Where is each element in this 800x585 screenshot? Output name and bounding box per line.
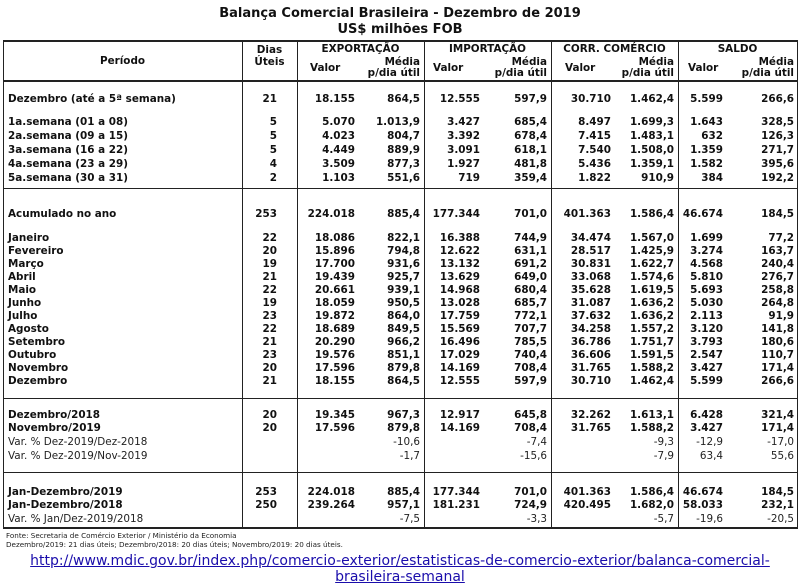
cell-sal-v: 2.113 bbox=[690, 310, 723, 322]
cell-exp-v: 19.576 bbox=[314, 349, 355, 361]
subheader-media: Média bbox=[384, 56, 420, 68]
cell-cor-m: 1.619,5 bbox=[629, 284, 674, 296]
cell-sal-m: 266,6 bbox=[761, 375, 794, 387]
cell-sal-m: 180,6 bbox=[761, 336, 794, 348]
row-label: Jan-Dezembro/2018 bbox=[8, 499, 123, 511]
row-label: Agosto bbox=[8, 323, 49, 335]
cell-imp-m: 481,8 bbox=[514, 158, 547, 170]
cell-cor-v: 33.068 bbox=[570, 271, 611, 283]
cell-sal-m: 395,6 bbox=[761, 158, 794, 170]
row-label: Abril bbox=[8, 271, 36, 283]
cell-exp-m: 1.013,9 bbox=[375, 116, 420, 128]
cell-imp-v: 181.231 bbox=[432, 499, 480, 511]
cell-days: 250 bbox=[255, 499, 277, 511]
cell-imp-v: 12.622 bbox=[439, 245, 480, 257]
cell-sal-v: 1.582 bbox=[690, 158, 723, 170]
cell-exp-m: 794,8 bbox=[387, 245, 420, 257]
cell-exp-v: 3.509 bbox=[322, 158, 355, 170]
cell-days: 21 bbox=[262, 271, 277, 283]
cell-sal-m: 258,8 bbox=[761, 284, 794, 296]
cell-imp-m: 678,4 bbox=[514, 130, 547, 142]
cell-exp-m: 864,5 bbox=[387, 93, 420, 105]
subheader-media: p/dia útil bbox=[494, 67, 547, 79]
subheader-media: p/dia útil bbox=[741, 67, 794, 79]
cell-days: 19 bbox=[262, 297, 277, 309]
cell-exp-m: 939,1 bbox=[387, 284, 420, 296]
cell-exp-v: 18.155 bbox=[314, 375, 355, 387]
cell-exp-m: 822,1 bbox=[387, 232, 420, 244]
cell-exp-m: 966,2 bbox=[387, 336, 420, 348]
subheader-valor: Valor bbox=[433, 62, 464, 74]
cell-cor-v: 35.628 bbox=[570, 284, 611, 296]
cell-imp-v: 14.968 bbox=[439, 284, 480, 296]
cell-cor-v: 7.415 bbox=[578, 130, 611, 142]
header-corr-comercio: CORR. COMÉRCIO bbox=[563, 43, 666, 55]
subheader-media: p/dia útil bbox=[367, 67, 420, 79]
cell-imp-v: 13.028 bbox=[439, 297, 480, 309]
cell-cor-m: 1.699,3 bbox=[629, 116, 674, 128]
cell-exp-m: 877,3 bbox=[387, 158, 420, 170]
col-divider bbox=[3, 40, 4, 529]
cell-exp-v: 1.103 bbox=[322, 172, 355, 184]
header-uteis: Úteis bbox=[254, 56, 285, 68]
row-label: 1a.semana (01 a 08) bbox=[8, 116, 128, 128]
cell-sal-v: 46.674 bbox=[682, 208, 723, 220]
footnote-days: Dezembro/2019: 21 dias úteis; Dezembro/2018: 20 dias úteis; Novembro/2019: 20 dias úteis. bbox=[6, 540, 343, 549]
cell-exp-v: 15.896 bbox=[314, 245, 355, 257]
cell-imp-v: 13.132 bbox=[439, 258, 480, 270]
cell-sal-v: -19,6 bbox=[696, 513, 723, 525]
cell-imp-m: 685,7 bbox=[514, 297, 547, 309]
cell-exp-v: 18.689 bbox=[314, 323, 355, 335]
cell-exp-m: 849,5 bbox=[387, 323, 420, 335]
cell-sal-v: 4.568 bbox=[690, 258, 723, 270]
cell-cor-m: 1.751,7 bbox=[629, 336, 674, 348]
cell-days: 22 bbox=[262, 284, 277, 296]
cell-days: 19 bbox=[262, 258, 277, 270]
cell-sal-m: 163,7 bbox=[761, 245, 794, 257]
cell-sal-v: 3.274 bbox=[690, 245, 723, 257]
cell-sal-v: 5.030 bbox=[690, 297, 723, 309]
row-label: Janeiro bbox=[8, 232, 50, 244]
cell-exp-m: 864,0 bbox=[387, 310, 420, 322]
cell-exp-v: 20.661 bbox=[314, 284, 355, 296]
cell-sal-m: 192,2 bbox=[761, 172, 794, 184]
cell-imp-m: 772,1 bbox=[514, 310, 547, 322]
cell-imp-m: 691,2 bbox=[514, 258, 547, 270]
cell-cor-v: 31.765 bbox=[570, 362, 611, 374]
cell-cor-v: 34.258 bbox=[570, 323, 611, 335]
cell-imp-v: 3.427 bbox=[447, 116, 480, 128]
cell-imp-m: 680,4 bbox=[514, 284, 547, 296]
row-label: Fevereiro bbox=[8, 245, 64, 257]
header-saldo: SALDO bbox=[717, 43, 758, 55]
cell-imp-v: 16.388 bbox=[439, 232, 480, 244]
cell-imp-v: 12.555 bbox=[439, 375, 480, 387]
cell-imp-m: 597,9 bbox=[514, 375, 547, 387]
row-label: Var. % Jan/Dez-2019/2018 bbox=[8, 513, 144, 525]
row-label: Setembro bbox=[8, 336, 66, 348]
cell-imp-m: 701,0 bbox=[514, 208, 547, 220]
cell-imp-v: 3.091 bbox=[447, 144, 480, 156]
row-label: Dezembro bbox=[8, 375, 68, 387]
cell-cor-m: 1.574,6 bbox=[629, 271, 674, 283]
row-label: Novembro bbox=[8, 362, 69, 374]
cell-exp-m: -1,7 bbox=[399, 450, 420, 462]
cell-days: 4 bbox=[269, 158, 277, 170]
cell-exp-v: 17.596 bbox=[314, 362, 355, 374]
cell-imp-v: 1.927 bbox=[447, 158, 480, 170]
cell-sal-m: 184,5 bbox=[761, 486, 794, 498]
cell-cor-m: 1.359,1 bbox=[629, 158, 674, 170]
cell-imp-m: 631,1 bbox=[514, 245, 547, 257]
cell-cor-m: 1.462,4 bbox=[629, 93, 674, 105]
cell-days: 20 bbox=[262, 362, 277, 374]
cell-sal-m: 141,8 bbox=[761, 323, 794, 335]
cell-cor-v: 8.497 bbox=[578, 116, 611, 128]
cell-sal-v: 2.547 bbox=[690, 349, 723, 361]
cell-days: 253 bbox=[255, 208, 277, 220]
cell-cor-v: 30.831 bbox=[570, 258, 611, 270]
cell-cor-m: 1.483,1 bbox=[629, 130, 674, 142]
cell-imp-m: -7,4 bbox=[526, 436, 547, 448]
row-label: Dezembro (até a 5ª semana) bbox=[8, 93, 176, 105]
cell-imp-m: 597,9 bbox=[514, 93, 547, 105]
cell-sal-v: 63,4 bbox=[699, 450, 723, 462]
cell-exp-v: 17.700 bbox=[314, 258, 355, 270]
cell-imp-v: 12.917 bbox=[439, 409, 480, 421]
cell-exp-v: 18.059 bbox=[314, 297, 355, 309]
cell-sal-v: 1.359 bbox=[690, 144, 723, 156]
subheader-valor: Valor bbox=[688, 62, 719, 74]
col-divider bbox=[797, 40, 798, 529]
cell-cor-m: 1.591,5 bbox=[629, 349, 674, 361]
cell-cor-m: 1.636,2 bbox=[629, 297, 674, 309]
cell-imp-m: -3,3 bbox=[526, 513, 547, 525]
cell-cor-v: 32.262 bbox=[570, 409, 611, 421]
cell-cor-m: 1.588,2 bbox=[629, 422, 674, 434]
cell-sal-v: 3.427 bbox=[690, 422, 723, 434]
cell-cor-v: 37.632 bbox=[570, 310, 611, 322]
row-label: Jan-Dezembro/2019 bbox=[8, 486, 123, 498]
page-subtitle: US$ milhões FOB bbox=[337, 22, 463, 37]
row-label: Var. % Dez-2019/Dez-2018 bbox=[8, 436, 148, 448]
cell-exp-m: 957,1 bbox=[387, 499, 420, 511]
cell-cor-v: 30.710 bbox=[570, 375, 611, 387]
cell-exp-v: 224.018 bbox=[307, 486, 355, 498]
cell-imp-v: 177.344 bbox=[432, 208, 480, 220]
cell-imp-m: 744,9 bbox=[514, 232, 547, 244]
cell-sal-m: 232,1 bbox=[761, 499, 794, 511]
row-label: Junho bbox=[8, 297, 42, 309]
cell-sal-m: 77,2 bbox=[768, 232, 794, 244]
cell-exp-v: 4.023 bbox=[322, 130, 355, 142]
cell-sal-m: 171,4 bbox=[761, 362, 794, 374]
cell-sal-v: 5.693 bbox=[690, 284, 723, 296]
cell-days: 21 bbox=[262, 336, 277, 348]
footnote-source: Fonte: Secretaria de Comércio Exterior / Ministério da Economia bbox=[6, 531, 237, 540]
cell-sal-m: 240,4 bbox=[761, 258, 794, 270]
cell-cor-v: 30.710 bbox=[570, 93, 611, 105]
subheader-media: Média bbox=[638, 56, 674, 68]
cell-imp-v: 12.555 bbox=[439, 93, 480, 105]
cell-sal-v: 3.427 bbox=[690, 362, 723, 374]
cell-exp-v: 4.449 bbox=[322, 144, 355, 156]
cell-imp-v: 3.392 bbox=[447, 130, 480, 142]
cell-days: 20 bbox=[262, 245, 277, 257]
row-label: Março bbox=[8, 258, 44, 270]
cell-cor-m: -7,9 bbox=[653, 450, 674, 462]
cell-cor-m: -5,7 bbox=[653, 513, 674, 525]
cell-sal-v: 3.120 bbox=[690, 323, 723, 335]
row-label: 5a.semana (30 a 31) bbox=[8, 172, 128, 184]
cell-sal-v: -12,9 bbox=[696, 436, 723, 448]
subheader-media: Média bbox=[758, 56, 794, 68]
row-label: Var. % Dez-2019/Nov-2019 bbox=[8, 450, 148, 462]
cell-cor-v: 36.786 bbox=[570, 336, 611, 348]
cell-imp-v: 17.029 bbox=[439, 349, 480, 361]
cell-imp-m: 649,0 bbox=[514, 271, 547, 283]
cell-cor-m: 1.586,4 bbox=[629, 486, 674, 498]
cell-cor-m: 1.636,2 bbox=[629, 310, 674, 322]
cell-exp-m: 925,7 bbox=[387, 271, 420, 283]
cell-cor-v: 401.363 bbox=[563, 486, 611, 498]
row-label: Acumulado no ano bbox=[8, 208, 117, 220]
row-label: Outubro bbox=[8, 349, 57, 361]
cell-sal-m: 271,7 bbox=[761, 144, 794, 156]
cell-sal-m: -20,5 bbox=[767, 513, 794, 525]
cell-imp-v: 15.569 bbox=[439, 323, 480, 335]
cell-cor-v: 5.436 bbox=[578, 158, 611, 170]
cell-sal-v: 46.674 bbox=[682, 486, 723, 498]
cell-sal-v: 58.033 bbox=[682, 499, 723, 511]
cell-cor-m: 1.682,0 bbox=[629, 499, 674, 511]
row-label: Novembro/2019 bbox=[8, 422, 101, 434]
cell-days: 21 bbox=[262, 93, 277, 105]
cell-sal-v: 3.793 bbox=[690, 336, 723, 348]
cell-sal-m: 321,4 bbox=[761, 409, 794, 421]
cell-imp-m: 618,1 bbox=[514, 144, 547, 156]
cell-sal-m: 171,4 bbox=[761, 422, 794, 434]
cell-sal-v: 1.699 bbox=[690, 232, 723, 244]
cell-days: 22 bbox=[262, 323, 277, 335]
cell-cor-m: 1.425,9 bbox=[629, 245, 674, 257]
row-label: Maio bbox=[8, 284, 37, 296]
cell-imp-v: 13.629 bbox=[439, 271, 480, 283]
cell-cor-v: 31.087 bbox=[570, 297, 611, 309]
cell-imp-m: 708,4 bbox=[514, 362, 547, 374]
subheader-valor: Valor bbox=[565, 62, 596, 74]
subheader-media: p/dia útil bbox=[621, 67, 674, 79]
cell-sal-v: 1.643 bbox=[690, 116, 723, 128]
cell-exp-m: 879,8 bbox=[387, 362, 420, 374]
cell-cor-m: 1.557,2 bbox=[629, 323, 674, 335]
cell-sal-m: 55,6 bbox=[770, 450, 794, 462]
row-label: 3a.semana (16 a 22) bbox=[8, 144, 128, 156]
cell-exp-v: 239.264 bbox=[307, 499, 355, 511]
cell-days: 22 bbox=[262, 232, 277, 244]
cell-imp-m: 645,8 bbox=[514, 409, 547, 421]
header-dias: Dias bbox=[256, 44, 283, 56]
page-title: Balança Comercial Brasileira - Dezembro de 2019 bbox=[219, 6, 581, 21]
cell-days: 23 bbox=[262, 349, 277, 361]
header-importacao: IMPORTAÇÃO bbox=[448, 43, 526, 55]
cell-sal-v: 384 bbox=[701, 172, 723, 184]
cell-cor-v: 36.606 bbox=[570, 349, 611, 361]
cell-imp-m: 707,7 bbox=[514, 323, 547, 335]
cell-cor-m: 1.586,4 bbox=[629, 208, 674, 220]
header-periodo: Período bbox=[99, 55, 146, 67]
cell-exp-v: 18.155 bbox=[314, 93, 355, 105]
cell-sal-m: -17,0 bbox=[767, 436, 794, 448]
cell-imp-m: -15,6 bbox=[520, 450, 547, 462]
cell-days: 20 bbox=[262, 409, 277, 421]
cell-cor-m: 1.613,1 bbox=[629, 409, 674, 421]
cell-imp-m: 359,4 bbox=[514, 172, 547, 184]
cell-imp-v: 719 bbox=[458, 172, 480, 184]
cell-exp-m: 931,6 bbox=[387, 258, 420, 270]
cell-imp-m: 740,4 bbox=[514, 349, 547, 361]
cell-cor-m: 1.508,0 bbox=[629, 144, 674, 156]
cell-imp-v: 16.496 bbox=[439, 336, 480, 348]
cell-exp-m: 967,3 bbox=[387, 409, 420, 421]
cell-imp-v: 17.759 bbox=[439, 310, 480, 322]
cell-days: 2 bbox=[269, 172, 277, 184]
cell-sal-m: 110,7 bbox=[761, 349, 794, 361]
cell-imp-m: 724,9 bbox=[514, 499, 547, 511]
cell-days: 5 bbox=[269, 130, 277, 142]
cell-cor-m: 1.462,4 bbox=[629, 375, 674, 387]
cell-imp-m: 785,5 bbox=[514, 336, 547, 348]
cell-exp-v: 19.345 bbox=[314, 409, 355, 421]
cell-days: 23 bbox=[262, 310, 277, 322]
cell-sal-v: 5.810 bbox=[690, 271, 723, 283]
cell-cor-v: 7.540 bbox=[578, 144, 611, 156]
cell-cor-v: 420.495 bbox=[563, 499, 611, 511]
cell-exp-m: 804,7 bbox=[387, 130, 420, 142]
cell-exp-m: 885,4 bbox=[387, 208, 420, 220]
cell-exp-m: 879,8 bbox=[387, 422, 420, 434]
cell-exp-m: 851,1 bbox=[387, 349, 420, 361]
cell-exp-v: 5.070 bbox=[322, 116, 355, 128]
cell-exp-m: 885,4 bbox=[387, 486, 420, 498]
subheader-valor: Valor bbox=[310, 62, 341, 74]
row-label: Julho bbox=[8, 310, 38, 322]
row-label: Dezembro/2018 bbox=[8, 409, 101, 421]
cell-cor-v: 28.517 bbox=[570, 245, 611, 257]
cell-imp-v: 14.169 bbox=[439, 362, 480, 374]
cell-sal-m: 276,7 bbox=[761, 271, 794, 283]
cell-exp-m: -7,5 bbox=[399, 513, 420, 525]
cell-sal-m: 264,8 bbox=[761, 297, 794, 309]
row-label: 4a.semana (23 a 29) bbox=[8, 158, 128, 170]
cell-sal-m: 126,3 bbox=[761, 130, 794, 142]
cell-exp-m: 864,5 bbox=[387, 375, 420, 387]
cell-cor-m: -9,3 bbox=[653, 436, 674, 448]
cell-days: 5 bbox=[269, 116, 277, 128]
source-link[interactable]: http://www.mdic.gov.br/index.php/comercio-exterior/estatisticas-de-comercio-exterior/balanca-comercial-brasileira-semanal bbox=[30, 553, 770, 585]
row-label: 2a.semana (09 a 15) bbox=[8, 130, 128, 142]
cell-cor-v: 34.474 bbox=[570, 232, 611, 244]
cell-imp-m: 708,4 bbox=[514, 422, 547, 434]
cell-exp-v: 19.439 bbox=[314, 271, 355, 283]
cell-cor-m: 910,9 bbox=[641, 172, 674, 184]
cell-days: 20 bbox=[262, 422, 277, 434]
cell-exp-v: 18.086 bbox=[314, 232, 355, 244]
cell-cor-m: 1.622,7 bbox=[629, 258, 674, 270]
cell-exp-v: 17.596 bbox=[314, 422, 355, 434]
cell-exp-v: 224.018 bbox=[307, 208, 355, 220]
cell-cor-v: 401.363 bbox=[563, 208, 611, 220]
cell-sal-m: 328,5 bbox=[761, 116, 794, 128]
header-exportacao: EXPORTAÇÃO bbox=[321, 43, 400, 55]
cell-exp-m: 889,9 bbox=[387, 144, 420, 156]
cell-exp-v: 20.290 bbox=[314, 336, 355, 348]
cell-sal-v: 6.428 bbox=[690, 409, 723, 421]
cell-sal-v: 5.599 bbox=[690, 93, 723, 105]
cell-exp-v: 19.872 bbox=[314, 310, 355, 322]
cell-exp-m: -10,6 bbox=[393, 436, 420, 448]
cell-sal-m: 266,6 bbox=[761, 93, 794, 105]
cell-exp-m: 551,6 bbox=[387, 172, 420, 184]
cell-days: 253 bbox=[255, 486, 277, 498]
cell-cor-m: 1.588,2 bbox=[629, 362, 674, 374]
cell-cor-v: 31.765 bbox=[570, 422, 611, 434]
cell-sal-m: 184,5 bbox=[761, 208, 794, 220]
cell-sal-v: 632 bbox=[701, 130, 723, 142]
cell-days: 5 bbox=[269, 144, 277, 156]
cell-imp-m: 685,4 bbox=[514, 116, 547, 128]
cell-days: 21 bbox=[262, 375, 277, 387]
cell-sal-v: 5.599 bbox=[690, 375, 723, 387]
cell-imp-v: 177.344 bbox=[432, 486, 480, 498]
cell-imp-v: 14.169 bbox=[439, 422, 480, 434]
cell-sal-m: 91,9 bbox=[768, 310, 794, 322]
cell-cor-m: 1.567,0 bbox=[629, 232, 674, 244]
cell-exp-m: 950,5 bbox=[387, 297, 420, 309]
subheader-media: Média bbox=[511, 56, 547, 68]
cell-cor-v: 1.822 bbox=[578, 172, 611, 184]
cell-imp-m: 701,0 bbox=[514, 486, 547, 498]
